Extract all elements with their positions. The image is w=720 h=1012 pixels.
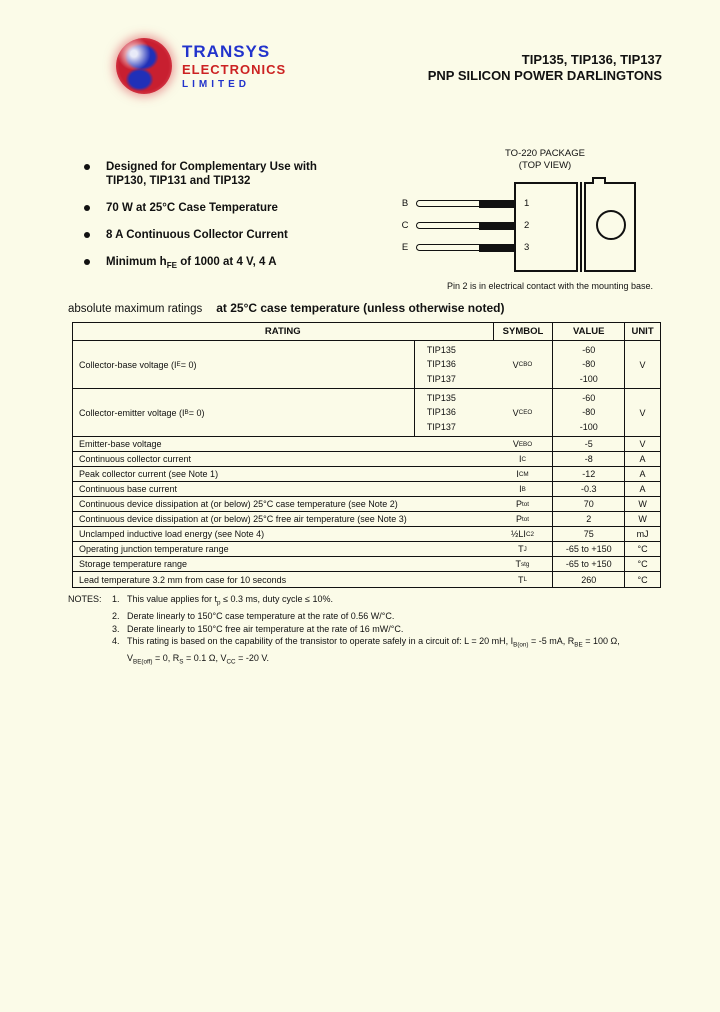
company-logo [116, 38, 286, 94]
logo-line-transys: TRANSYS [182, 41, 271, 61]
device-name: TIP137 [426, 373, 456, 384]
col-header-symbol: SYMBOL [493, 323, 553, 340]
bullet-icon [84, 232, 90, 238]
pin-label-c: C [401, 220, 409, 231]
table-row [73, 542, 660, 557]
package-view: (TOP VIEW) [518, 160, 572, 171]
table-row [73, 497, 660, 512]
pin-number-1: 1 [524, 198, 530, 209]
rating-cell: Continuous device dissipation at (or below) 25°C free air temperature (see Note 3) [79, 514, 407, 524]
table-row [73, 512, 660, 527]
col-header-rating: RATING [264, 326, 301, 337]
pin-label-e: E [401, 242, 409, 253]
rating-cell: Unclamped inductive load energy (see Note 4) [79, 529, 265, 539]
value-cell: -0.3 [552, 482, 624, 496]
table-row [73, 341, 660, 389]
unit-cell: A [624, 452, 660, 466]
package-name: TO-220 PACKAGE [505, 148, 585, 159]
symbol-cell: V CBO [512, 359, 533, 370]
symbol-cell: V EBO [512, 439, 533, 449]
table-header-row [73, 323, 660, 341]
feature-item [84, 160, 374, 188]
table-row [73, 572, 660, 587]
note-number: 1. [112, 594, 120, 604]
device-name: TIP135 [426, 393, 456, 404]
heading-bold: at 25°C case temperature (unless otherwise noted) [216, 301, 505, 315]
unit-cell: W [624, 497, 660, 511]
globe-logo-icon [116, 38, 172, 94]
tab-notch [592, 177, 606, 184]
col-header-unit: UNIT [624, 323, 660, 340]
unit-cell: °C [624, 542, 660, 556]
symbol-cell: P tot [515, 514, 529, 524]
rating-cell: Operating junction temperature range [79, 544, 229, 554]
document-title [428, 52, 662, 84]
rating-cell: Storage temperature range [79, 559, 188, 569]
device-cell [415, 389, 493, 436]
pin-number-3: 3 [524, 242, 530, 253]
value: -80 [582, 359, 596, 370]
unit-cell: °C [624, 572, 660, 587]
value-cell: 75 [552, 527, 624, 541]
feature-text: Minimum $h_{FE}$ of 1000 at 4 V, 4 A [106, 256, 277, 270]
value-cell: -65 to +150 [552, 557, 624, 571]
rating-cell: Emitter-base voltage [79, 439, 162, 449]
value: -100 [579, 421, 598, 432]
bullet-icon [84, 259, 90, 265]
logo-line-electronics: ELECTRONICS [182, 61, 287, 77]
device-name: TIP135 [426, 345, 456, 356]
unit-cell: V [624, 437, 660, 451]
rating-cell: Lead temperature 3.2 mm from case for 10 seconds [79, 574, 287, 585]
simple-rows-container [73, 437, 660, 587]
abs-max-ratings-table [72, 322, 661, 588]
note-line [68, 593, 668, 610]
note-text: Derate linearly to 150°C free air temperature at the rate of 16 mW/°C. [127, 623, 404, 634]
symbol-cell: T stg [515, 559, 530, 569]
unit-cell: A [624, 482, 660, 496]
value: -60 [582, 345, 596, 356]
value: -60 [582, 393, 596, 404]
unit-cell: V [624, 389, 660, 436]
value-cell: 260 [552, 572, 624, 587]
unit-cell: V [624, 341, 660, 388]
value-cell: -5 [552, 437, 624, 451]
note-line [68, 652, 668, 669]
note-number: 2. [112, 611, 120, 621]
note-line [68, 635, 668, 652]
rating-cell: Collector-base voltage (I E = 0) [73, 341, 415, 388]
table-row [73, 389, 660, 437]
bullet-icon [84, 205, 90, 211]
logo-line-limited: LIMITED [182, 78, 250, 90]
table-row [73, 452, 660, 467]
company-name [182, 43, 286, 90]
notes-section [68, 593, 668, 669]
feature-text: 8 A Continuous Collector Current [106, 229, 288, 241]
table-row [73, 527, 660, 542]
value-cell [552, 389, 624, 436]
note-line [68, 623, 668, 636]
value-cell: -12 [552, 467, 624, 481]
value-cell: 70 [552, 497, 624, 511]
note-number: 4. [112, 636, 120, 646]
rating-cell: Peak collector current (see Note 1) [79, 469, 219, 479]
note-text: This value applies for $t_p \le 0.3$ ms, duty cycle ≤ 10%. [127, 594, 333, 607]
note-text: This rating is based on the capability of the transistor to operate safely in a circuit of: L = 20 mH, $I_{B(on)} = -5$ mA, $R_{BE} = 100$ Ω, [127, 636, 620, 649]
package-diagram [390, 148, 710, 296]
package-body-edge [580, 182, 582, 272]
table-row [73, 467, 660, 482]
note-text: Derate linearly to 150°C case temperature at the rate of 0.56 W/°C. [127, 611, 395, 621]
table-row [73, 482, 660, 497]
device-name: TIP136 [426, 359, 456, 370]
unit-cell: W [624, 512, 660, 526]
value-cell: -65 to +150 [552, 542, 624, 556]
device-description: PNP SILICON POWER DARLINGTONS [427, 68, 662, 83]
value-cell [552, 341, 624, 388]
feature-text: Designed for Complementary Use with TIP130, TIP131 and TIP132 [106, 161, 317, 187]
section-heading [68, 301, 504, 315]
lead-emitter [416, 244, 480, 251]
unit-cell: mJ [624, 527, 660, 541]
lead-collector-bar [479, 222, 515, 230]
value: -80 [582, 407, 596, 418]
notes-label: NOTES: [68, 594, 102, 604]
note-text: $V_{BE(off)} = 0$, $R_S = 0.1$ Ω, $V_{CC} = -20$ V. [127, 653, 270, 666]
note-line [68, 610, 668, 623]
table-row [73, 557, 660, 572]
value-cell: 2 [552, 512, 624, 526]
lead-collector [416, 222, 480, 229]
pin-label-b: B [401, 198, 409, 209]
lead-base-bar [479, 200, 515, 208]
heading-normal: absolute maximum ratings [68, 303, 203, 315]
device-name: TIP137 [426, 421, 456, 432]
feature-item [84, 228, 374, 242]
symbol-cell: I C [518, 454, 527, 464]
part-numbers: TIP135, TIP136, TIP137 [521, 52, 662, 67]
feature-list [84, 160, 374, 286]
mounting-hole-icon [596, 210, 626, 240]
rating-cell: Continuous device dissipation at (or below) 25°C case temperature (see Note 2) [79, 499, 398, 509]
symbol-cell: I B [519, 484, 526, 494]
col-header-value: VALUE [552, 323, 624, 340]
pin-number-2: 2 [524, 220, 530, 231]
feature-item [84, 255, 374, 273]
device-cell [415, 341, 493, 388]
table-row [73, 437, 660, 452]
rating-cell: Continuous collector current [79, 454, 192, 464]
symbol-cell: V CEO [512, 407, 533, 418]
device-name: TIP136 [426, 407, 456, 418]
rating-cell: Continuous base current [79, 484, 178, 494]
note-number: 3. [112, 623, 120, 634]
feature-text: 70 W at 25°C Case Temperature [106, 202, 278, 214]
feature-item [84, 201, 374, 215]
package-caption: Pin 2 is in electrical contact with the mounting base. [446, 281, 654, 291]
unit-cell: °C [624, 557, 660, 571]
symbol-cell: I CM [516, 469, 529, 479]
lead-base [416, 200, 480, 207]
symbol-cell: T J [518, 544, 527, 554]
value-cell: -8 [552, 452, 624, 466]
value: -100 [579, 373, 598, 384]
symbol-cell: ½LI C 2 [510, 529, 535, 539]
symbol-cell: T L [517, 574, 527, 585]
rating-cell: Collector-emitter voltage (I B = 0) [73, 389, 415, 436]
unit-cell: A [624, 467, 660, 481]
package-title [450, 148, 640, 172]
lead-emitter-bar [479, 244, 515, 252]
symbol-cell: P tot [515, 499, 529, 509]
bullet-icon [84, 164, 90, 170]
